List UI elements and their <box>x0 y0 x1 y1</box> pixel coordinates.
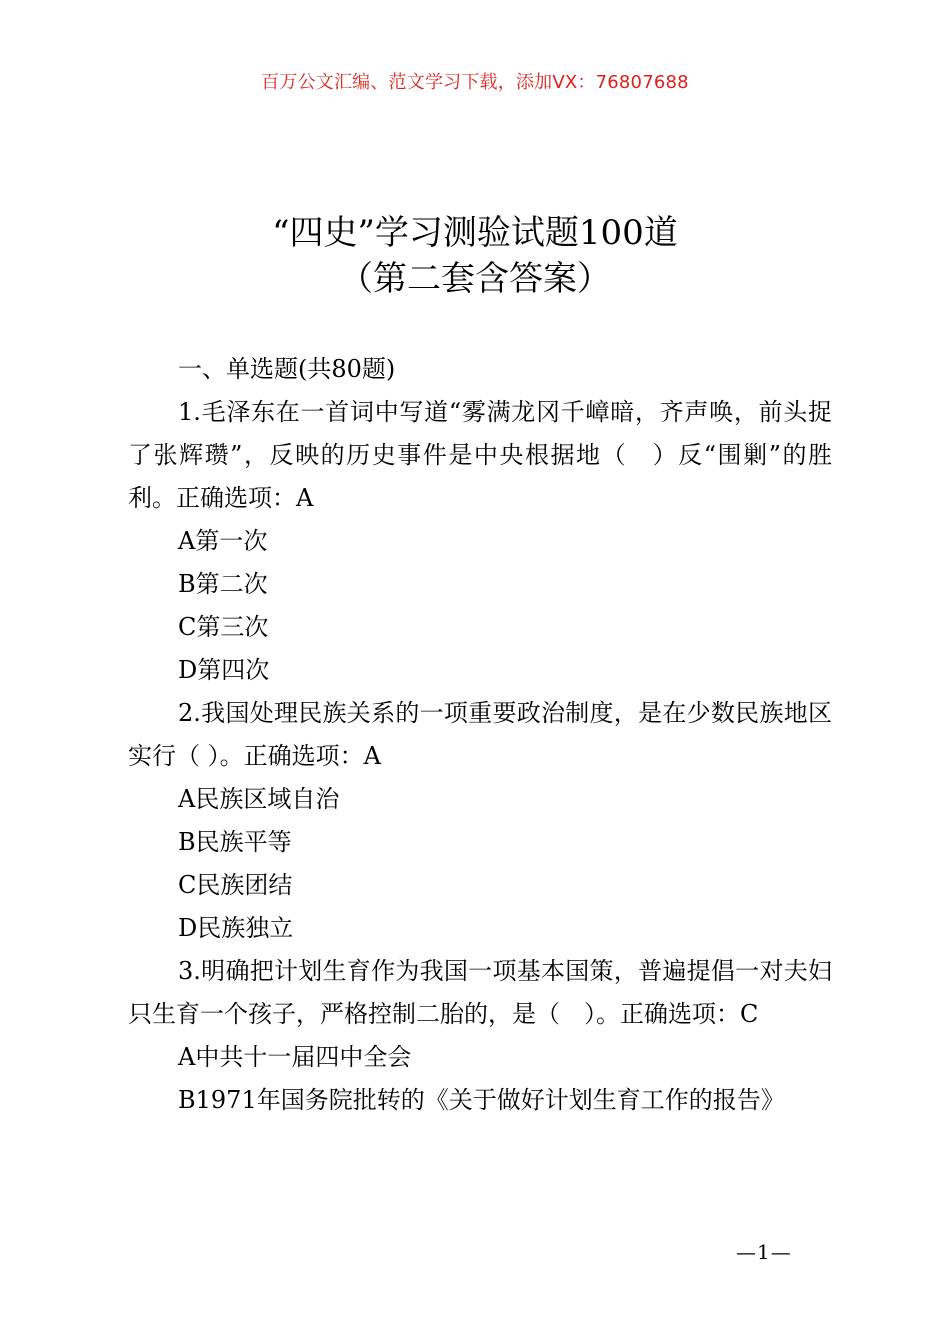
question-2-option-d: D民族独立 <box>178 914 294 942</box>
question-2-option-c: C民族团结 <box>178 871 293 899</box>
question-1-option-d: D第四次 <box>178 656 270 684</box>
question-1-option-a: A第一次 <box>178 527 268 555</box>
question-2: 2.我国处理民族关系的一项重要政治制度，是在少数民族地区实行（ ）。正确选项：A <box>128 699 832 770</box>
question-1: 1.毛泽东在一首词中写道“雾满龙冈千嶂暗，齐声唤，前头捉了张辉瓒”，反映的历史事件是中央根据地（ ）反“围剿”的胜利。正确选项：A <box>128 398 832 512</box>
document-body <box>128 348 832 1122</box>
question-2-option-b: B民族平等 <box>178 828 292 856</box>
question-2-option-a: A民族区域自治 <box>178 785 340 813</box>
document-title <box>0 210 950 302</box>
question-1-option-b: B第二次 <box>178 570 268 598</box>
question-3-option-b: B1971年国务院批转的《关于做好计划生育工作的报告》 <box>178 1086 785 1114</box>
question-3: 3.明确把计划生育作为我国一项基本国策，普遍提倡一对夫妇只生育一个孩子，严格控制二胎的，是（ ）。正确选项：C <box>128 957 832 1028</box>
section-heading: 一、单选题(共80题) <box>178 355 396 383</box>
header-watermark-note: 百万公文汇编、范文学习下载，添加VX：76807688 <box>261 72 689 93</box>
question-3-option-a: A中共十一届四中全会 <box>178 1043 412 1071</box>
title-subtitle: （第二套含答案） <box>339 259 611 299</box>
page-number: —1— <box>736 1240 792 1264</box>
title-main: “四史”学习测验试题100道 <box>272 213 678 253</box>
question-1-option-c: C第三次 <box>178 613 269 641</box>
